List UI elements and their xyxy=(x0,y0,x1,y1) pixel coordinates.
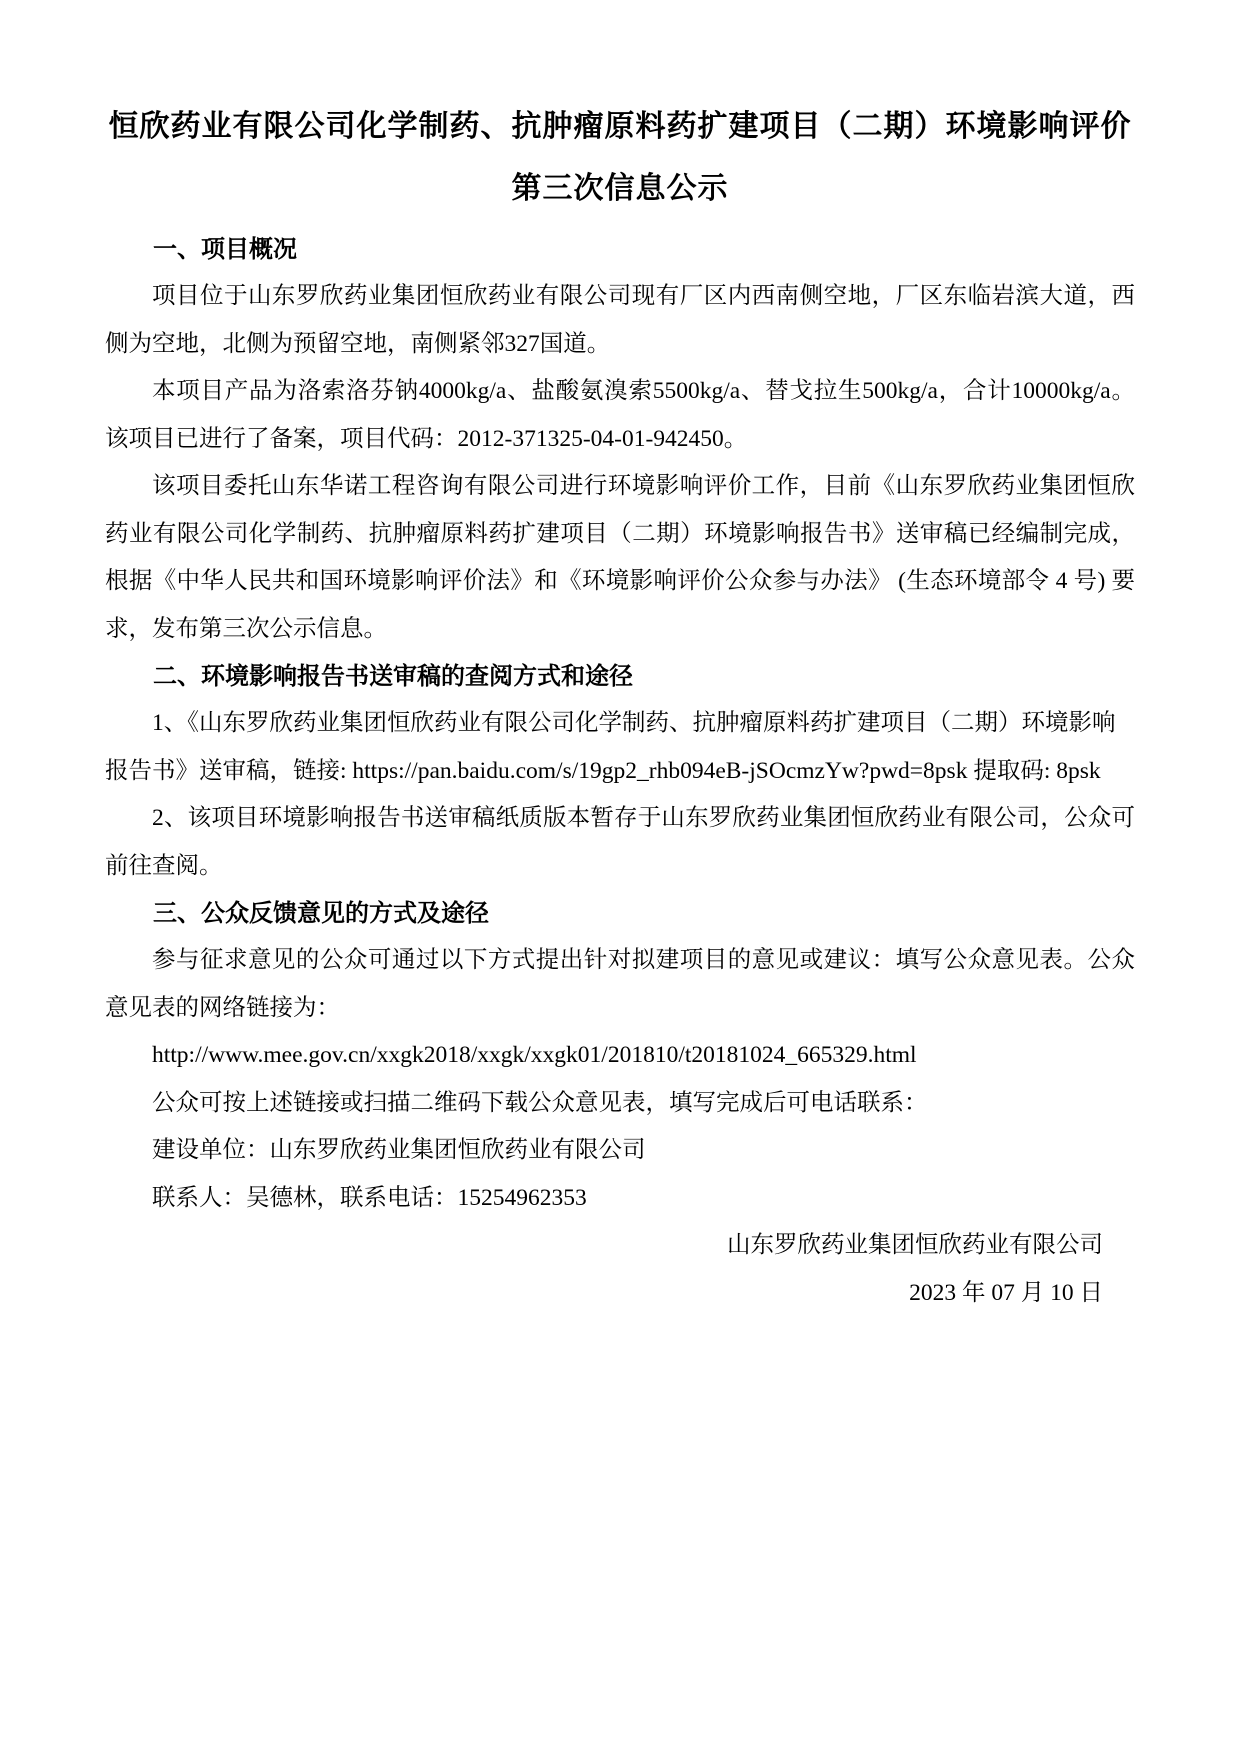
section2-heading: 二、环境影响报告书送审稿的查阅方式和途径 xyxy=(153,663,633,690)
section3-paragraph-download-instruction: 公众可按上述链接或扫描二维码下载公众意见表，填写完成后可电话联系： xyxy=(152,1089,928,1116)
section2-paragraph-report-link: 1、《山东罗欣药业集团恒欣药业有限公司化学制药、抗肿瘤原料药扩建项目（二期）环境影响报告书》送审稿，链接: https://pan.baidu.com/s/19gp2_rhb094eB-jSOcmzYw?pwd=8psk 提取码: 8psk xyxy=(105,710,1116,784)
section3-paragraph-feedback-intro: 参与征求意见的公众可通过以下方式提出针对拟建项目的意见或建议：填写公众意见表。公众意见表的网络链接为： xyxy=(105,947,1135,1021)
section1-paragraph-products: 本项目产品为洛索洛芬钠4000kg/a、盐酸氨溴索5500kg/a、替戈拉生500kg/a，合计10000kg/a。该项目已进行了备案，项目代码：2012-371325-04-01-942450。 xyxy=(105,378,1135,452)
section3-heading: 三、公众反馈意见的方式及途径 xyxy=(153,900,489,927)
construction-unit-line: 建设单位：山东罗欣药业集团恒欣药业有限公司 xyxy=(152,1137,646,1163)
section1-paragraph-location: 项目位于山东罗欣药业集团恒欣药业有限公司现有厂区内西南侧空地，厂区东临岩滨大道，西侧为空地，北侧为预留空地，南侧紧邻327国道。 xyxy=(105,283,1135,357)
document-title: 恒欣药业有限公司化学制药、抗肿瘤原料药扩建项目（二期）环境影响评价第三次信息公示 xyxy=(108,110,1132,205)
contact-person-line: 联系人：吴德林，联系电话：15254962353 xyxy=(152,1184,587,1211)
section1-paragraph-eia-consultant: 该项目委托山东华诺工程咨询有限公司进行环境影响评价工作，目前《山东罗欣药业集团恒欣药业有限公司化学制药、抗肿瘤原料药扩建项目（二期）环境影响报告书》送审稿已经编制完成，根据《中华人民共和国环境影响评价法》和《环境影响评价公众参与办法》 (生态环境部令 4 号) 要求，发布第三次公示信息。 xyxy=(105,473,1135,642)
signature-date: 2023 年 07 月 10 日 xyxy=(909,1279,1103,1306)
public-opinion-form-url: http://www.mee.gov.cn/xxgk2018/xxgk/xxgk01/201810/t20181024_665329.html xyxy=(152,1042,917,1068)
signature-company: 山东罗欣药业集团恒欣药业有限公司 xyxy=(727,1232,1103,1258)
section1-heading: 一、项目概况 xyxy=(153,236,297,263)
section2-paragraph-paper-copy: 2、该项目环境影响报告书送审稿纸质版本暂存于山东罗欣药业集团恒欣药业有限公司，公众可前往查阅。 xyxy=(105,805,1135,879)
